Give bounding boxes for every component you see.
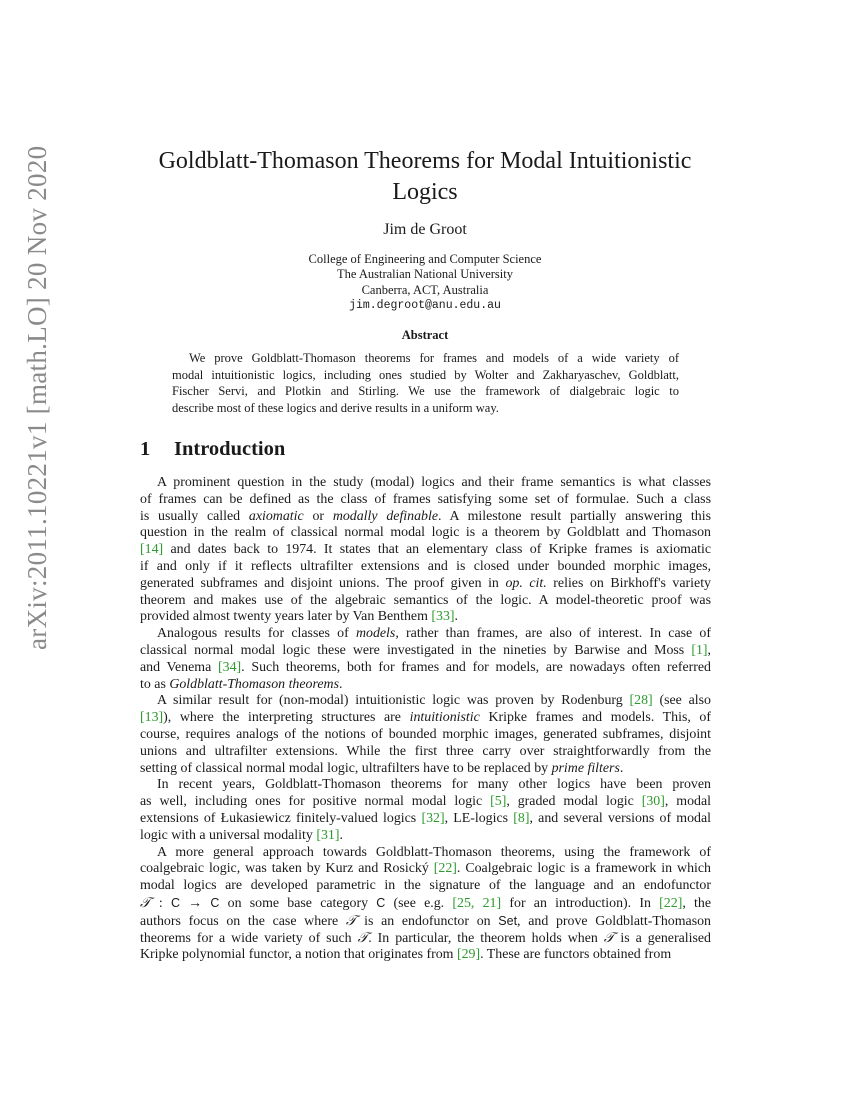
paragraph	[140, 845, 711, 965]
text-segment: logic with a universal modality	[140, 827, 317, 843]
text-segment: Analogous results for classes of	[157, 626, 356, 642]
text-segment: . In particular, the theorem holds when	[368, 930, 604, 946]
text-segment: course, requires analogs of the notions of bounded morphic images, generated subframes, disjoint	[140, 726, 711, 742]
text-segment: and Venema	[140, 659, 218, 675]
text-line	[140, 475, 711, 492]
text-segment: to as	[140, 676, 170, 692]
text-segment: provided almost twenty years later by Van Benthem	[140, 609, 432, 625]
text-line	[140, 576, 711, 593]
text-segment: Kripke polynomial functor, a notion that originates from	[140, 947, 457, 963]
text-line	[140, 492, 711, 509]
text-segment: theorem and makes use of the algebraic semantics of the logic. A model-theoretic proof was	[140, 592, 711, 608]
affiliation	[0, 252, 850, 314]
text-segment: if and only if it reflects ultrafilter extensions and is closed under bounded morphic images,	[140, 558, 711, 574]
citation-link[interactable]: [1]	[691, 642, 708, 658]
text-line	[140, 660, 711, 677]
abstract-line: modal intuitionistic logics, including ones studied by Wolter and Zakharyaschev, Goldblatt,	[172, 367, 679, 382]
title-line: Goldblatt-Thomason Theorems for Modal Intuitionistic	[158, 148, 692, 174]
text-segment: extensions of Łukasiewicz finitely-valued logics	[140, 810, 422, 826]
affiliation-line: Canberra, ACT, Australia	[361, 282, 489, 297]
text-segment: . Coalgebraic logic is a framework in which	[456, 861, 711, 877]
arxiv-stamp: arXiv:2011.10221v1 [math.LO] 20 Nov 2020	[22, 145, 52, 650]
text-line	[140, 626, 711, 643]
text-segment: as well, including ones for positive normal modal logic	[140, 794, 491, 810]
text-segment: (see e.g.	[385, 895, 453, 911]
citation-link[interactable]: [30]	[641, 794, 665, 810]
citation-link[interactable]: [32]	[421, 810, 445, 826]
text-line	[140, 794, 711, 811]
math-sans-text: C	[170, 895, 180, 910]
abstract-heading: Abstract	[401, 328, 449, 342]
text-segment: coalgebraic logic, was taken by Kurz and Rosický	[140, 861, 434, 877]
text-line	[140, 811, 711, 828]
text-line	[140, 761, 711, 778]
citation-link[interactable]: [31]	[316, 827, 340, 843]
text-line	[140, 643, 711, 660]
text-segment: , rather than frames, are also of interest. In case of	[395, 626, 711, 642]
emphasis-text: op. cit.	[505, 575, 547, 591]
text-segment: and dates back to 1974. It states that an elementary class of Kripke frames is axiomatic	[163, 542, 711, 558]
text-segment: ), where the interpreting structures are	[163, 710, 410, 726]
text-segment: , graded modal logic	[506, 794, 642, 810]
text-segment: A more general approach towards Goldblatt-Thomason theorems, using the framework of	[157, 844, 711, 860]
text-line	[140, 609, 711, 626]
text-segment: for an introduction). In	[501, 895, 660, 911]
text-line	[140, 828, 711, 845]
text-segment: →	[180, 895, 211, 911]
text-line	[140, 710, 711, 727]
text-segment: (see also	[652, 693, 711, 709]
text-segment: A similar result for (non-modal) intuitionistic logic was proven by Rodenburg	[157, 693, 630, 709]
citation-link[interactable]: [22]	[433, 861, 457, 877]
citation-link[interactable]: [14]	[140, 542, 164, 558]
text-segment: modal logics are developed parametric in the signature of the language and an endofunctor	[140, 878, 711, 894]
affiliation-line: The Australian National University	[336, 267, 513, 282]
text-segment: .	[338, 676, 343, 692]
text-segment: ,	[707, 642, 711, 658]
text-segment: classical normal modal logic these were investigated in the nineties by Barwise and Moss	[140, 642, 692, 658]
section-number: 1	[140, 438, 151, 460]
emphasis-text: modally definable	[332, 508, 439, 524]
text-segment: .	[619, 760, 624, 776]
text-segment: authors focus on the case where	[140, 913, 346, 929]
section-title: Introduction	[174, 438, 286, 460]
citation-link[interactable]: [29]	[456, 947, 481, 963]
text-segment: theorems for a wide variety of such	[140, 930, 358, 946]
emphasis-text: prime filters	[551, 760, 620, 776]
abstract-line: We prove Goldblatt-Thomason theorems for frames and models of a wide variety of	[189, 351, 679, 365]
text-segment: . These are functors obtained from	[480, 947, 672, 963]
text-segment: :	[150, 895, 171, 911]
text-segment: setting of classical normal modal logic, ultrafilters have to be replaced by	[140, 760, 552, 776]
text-line	[140, 593, 711, 610]
text-segment: , and several versions of modal	[529, 810, 712, 826]
paragraph	[140, 626, 711, 693]
text-line	[140, 727, 711, 744]
emphasis-text: axiomatic	[248, 508, 304, 524]
citation-link[interactable]: [22]	[659, 895, 683, 911]
author-name: Jim de Groot	[383, 221, 467, 238]
text-line	[140, 913, 711, 931]
text-segment: Kripke frames and models. This, of	[479, 710, 711, 726]
author-email[interactable]: jim.degroot@anu.edu.au	[349, 299, 501, 313]
text-segment: or	[303, 508, 333, 524]
emphasis-text: 𝒯	[345, 913, 357, 929]
text-line	[140, 525, 711, 542]
text-segment: , LE-logics	[444, 810, 514, 826]
text-segment: question in the realm of classical normal modal logic is a theorem by Goldblatt and Thomason	[140, 525, 711, 541]
text-segment: , and prove Goldblatt-Thomason	[517, 913, 712, 929]
text-segment: is a generalised	[614, 930, 711, 946]
text-line	[140, 845, 711, 862]
text-segment: , modal	[664, 794, 711, 810]
text-line	[140, 947, 711, 964]
paper-title	[100, 146, 750, 208]
citation-link[interactable]: [28]	[629, 693, 653, 709]
text-segment: is usually called	[140, 508, 249, 524]
emphasis-text: intuitionistic	[409, 710, 480, 726]
emphasis-text: 𝒯	[357, 930, 369, 946]
text-segment: . A milestone result partially answering this	[438, 508, 712, 524]
text-segment: .	[454, 609, 459, 625]
text-segment: A prominent question in the study (modal) logics and their frame semantics is what classes	[157, 475, 711, 490]
text-line	[140, 559, 711, 576]
emphasis-text: 𝒯	[603, 930, 615, 946]
body-text	[140, 475, 711, 964]
abstract	[172, 350, 679, 416]
section-heading	[140, 438, 285, 461]
text-segment: is an endofunctor on	[356, 913, 499, 929]
text-segment: relies on Birkhoff's variety	[546, 575, 711, 591]
math-sans-text: Set	[498, 913, 518, 928]
text-line	[140, 777, 711, 794]
emphasis-text: 𝒯	[140, 895, 151, 911]
text-segment: In recent years, Goldblatt-Thomason theorems for many other logics have been proven	[157, 777, 711, 793]
text-line	[140, 861, 711, 878]
text-segment: generated subframes and disjoint unions. The proof given in	[140, 575, 506, 591]
paragraph	[140, 693, 711, 777]
text-segment: , the	[682, 895, 711, 911]
paragraph	[140, 475, 711, 626]
affiliation-line: College of Engineering and Computer Science	[308, 252, 542, 266]
math-sans-text: C	[376, 895, 386, 910]
emphasis-text: Goldblatt-Thomason theorems	[169, 676, 339, 692]
math-sans-text: C	[210, 895, 220, 910]
citation-link[interactable]: [5]	[490, 794, 507, 810]
citation-link[interactable]: [13]	[140, 710, 164, 726]
text-segment: of frames can be defined as the class of frames satisfying some set of formulae. Such a class	[140, 491, 711, 507]
text-segment: .	[339, 827, 343, 843]
title-line: Logics	[392, 179, 458, 205]
text-line	[140, 931, 711, 948]
citation-link[interactable]: [34]	[218, 659, 242, 675]
text-line	[140, 878, 711, 895]
text-line	[140, 677, 711, 694]
text-line	[140, 693, 711, 710]
text-segment: on some base category	[219, 895, 377, 911]
abstract-line: describe most of these logics and derive results in a uniform way.	[172, 400, 499, 415]
citation-link[interactable]: [8]	[513, 810, 530, 826]
citation-link[interactable]: [33]	[431, 609, 455, 625]
paragraph	[140, 777, 711, 844]
text-line	[140, 744, 711, 761]
citation-link[interactable]: [25, 21]	[452, 895, 502, 911]
text-line	[140, 542, 711, 559]
abstract-line: Fischer Servi, and Plotkin and Stirling. We use the framework of dialgebraic logic to	[172, 384, 679, 399]
text-line	[140, 509, 711, 526]
text-segment: unions and ultrafilter extensions. While the first three carry over straightforwardly from the	[140, 743, 711, 759]
text-line	[140, 895, 711, 913]
text-segment: . Such theorems, both for frames and for models, are nowadays often referred	[241, 659, 711, 675]
emphasis-text: models	[355, 626, 396, 642]
